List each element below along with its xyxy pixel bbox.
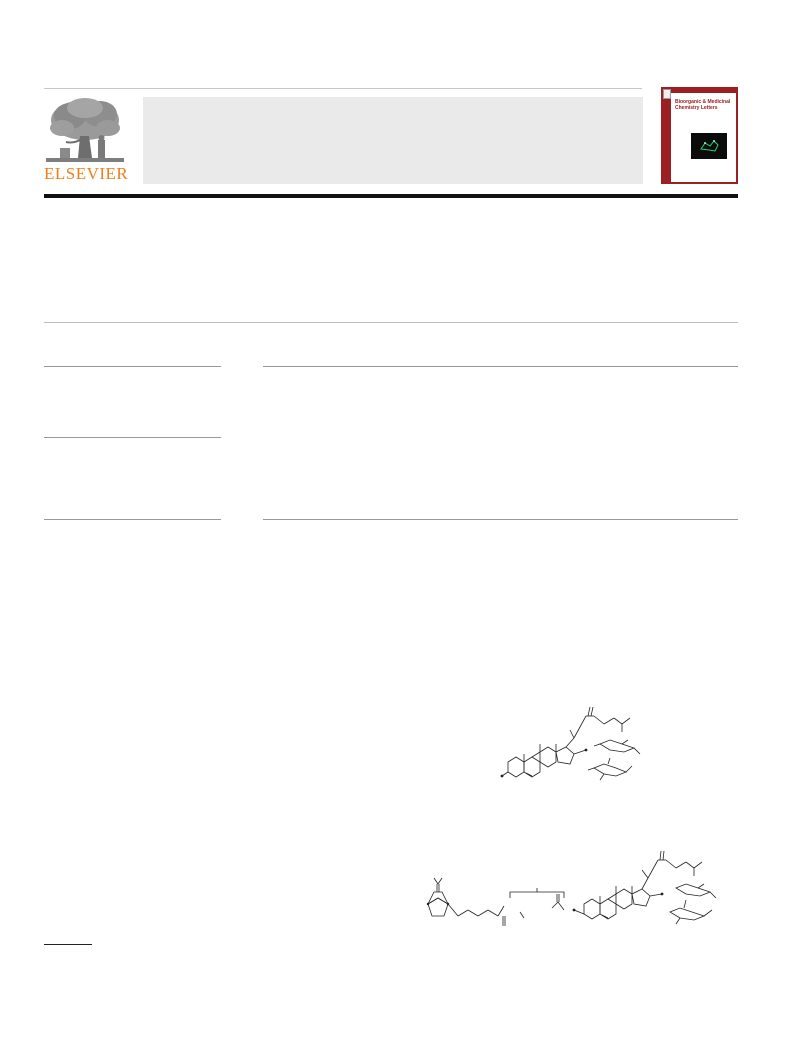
title-block-rule [44, 322, 738, 323]
article-info-bottom-rule [44, 519, 221, 520]
chemical-structure-steroid-glycoside [496, 700, 656, 786]
cover-journal-title: Bioorganic & Medicinal Chemistry Letters [675, 99, 731, 111]
keywords-rule [44, 437, 221, 438]
publisher-logo [44, 96, 129, 186]
crossmark-badge-icon [663, 89, 671, 99]
article-info-top-rule [44, 366, 221, 367]
abstract-bottom-rule [263, 519, 738, 520]
abstract-top-rule [263, 366, 738, 367]
header-thick-rule [44, 194, 738, 198]
chemical-structure-biotin-conjugate [414, 846, 732, 938]
elsevier-tree-icon [44, 96, 126, 166]
journal-cover-thumbnail[interactable] [661, 87, 738, 184]
journal-header-banner [143, 97, 643, 184]
cover-molecule-image [691, 133, 727, 159]
cover-panel [671, 93, 736, 182]
header-top-rule [44, 88, 642, 89]
publisher-name: ELSEVIER [44, 164, 129, 183]
footnote-rule [44, 944, 92, 945]
